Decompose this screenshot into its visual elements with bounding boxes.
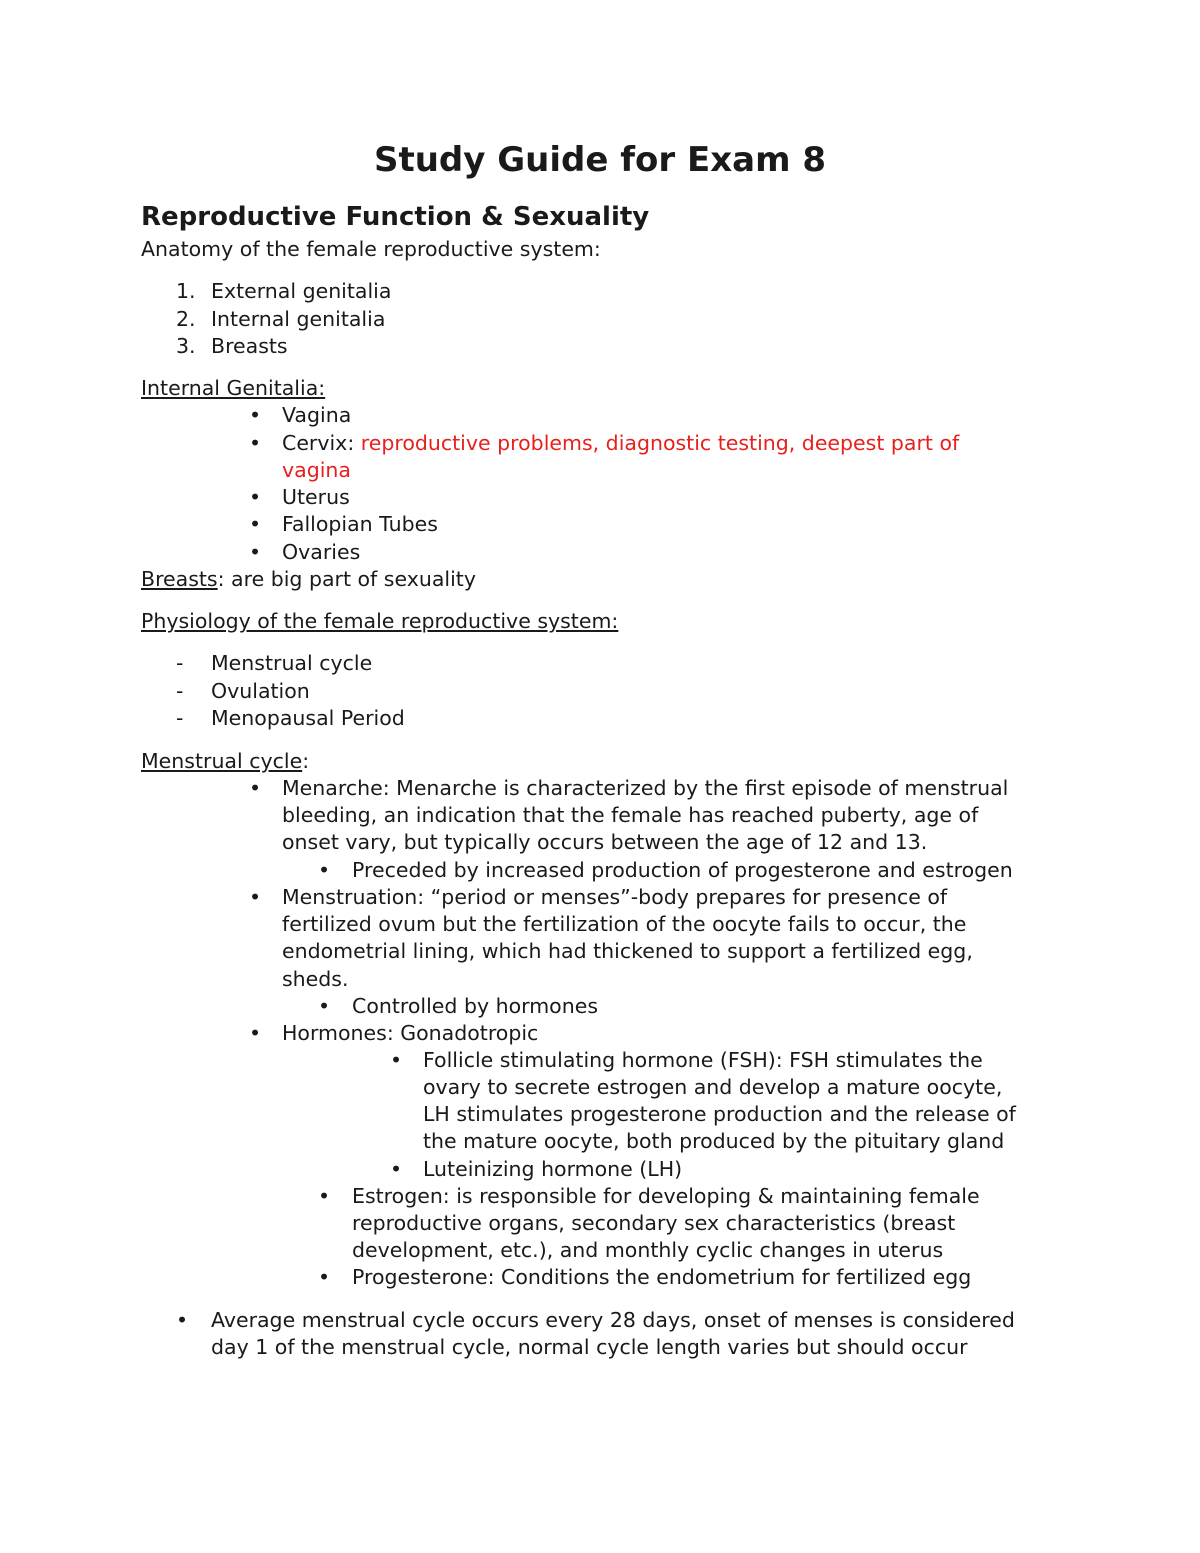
bullet: •	[249, 1021, 262, 1045]
bullet: •	[176, 1308, 189, 1332]
dash-marker: -	[176, 706, 184, 730]
estrogen-line: development, etc.), and monthly cyclic changes in uterus	[352, 1238, 944, 1262]
bullet: •	[390, 1157, 403, 1181]
breasts-text: : are big part of sexuality	[217, 567, 476, 591]
list-item: External genitalia	[211, 279, 392, 303]
progesterone-line: Progesterone: Conditions the endometrium for fertilized egg	[352, 1265, 972, 1289]
menarche-line: onset vary, but typically occurs between the age of 12 and 13.	[282, 830, 928, 854]
estrogen-line: reproductive organs, secondary sex characteristics (breast	[352, 1211, 956, 1235]
menstrual-cycle-label: Menstrual cycle	[141, 749, 303, 773]
list-number: 1.	[176, 279, 196, 303]
list-item: Breasts	[211, 334, 288, 358]
bullet: •	[318, 1184, 331, 1208]
breasts-label: Breasts	[141, 567, 218, 591]
dash-marker: -	[176, 679, 184, 703]
list-item: Menopausal Period	[211, 706, 405, 730]
cervix-note-continued: vagina	[282, 458, 351, 482]
anatomy-intro: Anatomy of the female reproductive system:	[141, 237, 601, 261]
bullet: •	[249, 485, 262, 509]
fsh-line: ovary to secrete estrogen and develop a mature oocyte,	[423, 1075, 1003, 1099]
bullet: •	[249, 540, 262, 564]
internal-genitalia-label: Internal Genitalia:	[141, 376, 326, 400]
fsh-line: Follicle stimulating hormone (FSH): FSH stimulates the	[423, 1048, 983, 1072]
average-cycle-line: day 1 of the menstrual cycle, normal cycle length varies but should occur	[211, 1335, 968, 1359]
menarche-subitem: Preceded by increased production of progesterone and estrogen	[352, 858, 1013, 882]
list-item: Ovulation	[211, 679, 310, 703]
bullet: •	[249, 512, 262, 536]
bullet: •	[318, 858, 331, 882]
physiology-label: Physiology of the female reproductive system:	[141, 609, 619, 633]
hormones-line: Hormones: Gonadotropic	[282, 1021, 539, 1045]
menstrual-cycle-colon: :	[302, 749, 310, 773]
menarche-line: bleeding, an indication that the female has reached puberty, age of	[282, 803, 979, 827]
bullet: •	[249, 431, 262, 455]
bullet: •	[249, 885, 262, 909]
dash-marker: -	[176, 651, 184, 675]
bullet: •	[318, 1265, 331, 1289]
estrogen-line: Estrogen: is responsible for developing & maintaining female	[352, 1184, 980, 1208]
menstruation-line: sheds.	[282, 967, 349, 991]
list-item-fallopian: Fallopian Tubes	[282, 512, 438, 536]
list-item-cervix	[282, 430, 959, 457]
list-item-vagina: Vagina	[282, 403, 352, 427]
menstrual-cycle-heading	[141, 748, 309, 775]
menstruation-line: endometrial lining, which had thickened to support a fertilized egg,	[282, 939, 973, 963]
list-item-ovaries: Ovaries	[282, 540, 361, 564]
menstruation-subitem: Controlled by hormones	[352, 994, 598, 1018]
breasts-line	[141, 566, 476, 593]
document-title: Study Guide for Exam 8	[373, 140, 827, 180]
cervix-note: reproductive problems, diagnostic testing, deepest part of	[360, 431, 960, 455]
lh-line: Luteinizing hormone (LH)	[423, 1157, 683, 1181]
list-number: 3.	[176, 334, 196, 358]
bullet: •	[249, 403, 262, 427]
bullet: •	[318, 994, 331, 1018]
fsh-line: the mature oocyte, both produced by the pituitary gland	[423, 1129, 1005, 1153]
list-item-uterus: Uterus	[282, 485, 350, 509]
fsh-line: LH stimulates progesterone production and the release of	[423, 1102, 1016, 1126]
list-number: 2.	[176, 307, 196, 331]
list-item: Menstrual cycle	[211, 651, 373, 675]
average-cycle-line: Average menstrual cycle occurs every 28 days, onset of menses is considered	[211, 1308, 1015, 1332]
menstruation-line: Menstruation: “period or menses”-body prepares for presence of	[282, 885, 948, 909]
list-item: Internal genitalia	[211, 307, 386, 331]
section-heading: Reproductive Function & Sexuality	[141, 202, 650, 232]
cervix-label: Cervix:	[282, 431, 361, 455]
menarche-line: Menarche: Menarche is characterized by the first episode of menstrual	[282, 776, 1009, 800]
bullet: •	[249, 776, 262, 800]
bullet: •	[390, 1048, 403, 1072]
menstruation-line: fertilized ovum but the fertilization of the oocyte fails to occur, the	[282, 912, 967, 936]
